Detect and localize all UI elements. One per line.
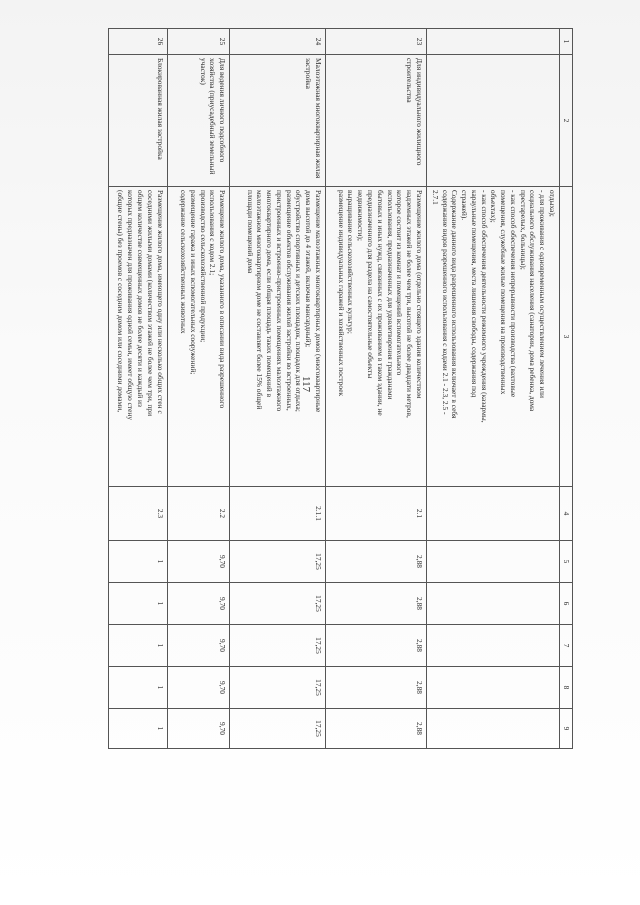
- coefficient-v9: 17,25: [230, 709, 326, 749]
- description-line: размещение гаража и иных вспомогательных сооружений;: [188, 190, 198, 375]
- use-description: [426, 187, 559, 487]
- description-line: недвижимости);: [356, 190, 366, 241]
- description-line: Размещение жилого дома (отдельно стоящего здания количеством: [414, 190, 424, 399]
- coefficient-v8: 9,70: [167, 667, 230, 709]
- coefficient-v8: 1: [109, 667, 168, 709]
- description-line: Размещение малоэтажных многоквартирных домов (многоквартирные: [313, 190, 323, 413]
- description-line: которое состоит из комнат и помещений вспомогательного: [395, 190, 405, 376]
- header-row: [560, 29, 573, 749]
- description-line: караульные помещения, места лишения свободы, содержания под: [469, 190, 479, 398]
- use-description: [109, 187, 168, 487]
- description-line: Размещение жилого дома, имеющего одну или несколько общих стен с: [155, 190, 165, 414]
- description-line: Размещение жилого дома, указанного в описании вида разрешенного: [218, 190, 228, 409]
- coefficient-v8: 2,88: [325, 667, 426, 709]
- use-code: 2.1: [325, 487, 426, 541]
- description-line: которых предназначен для проживания одной семьи, имеет общую стену: [126, 190, 136, 421]
- coefficient-v9: [426, 709, 559, 749]
- use-code: 2.2: [167, 487, 230, 541]
- table-body: [109, 29, 560, 749]
- description-line: содержание видов разрешенного использования с кодами 2.1 - 2.3, 2.5 -: [440, 190, 450, 415]
- coefficient-v6: 9,70: [167, 583, 230, 625]
- description-line: предназначенного для раздела на самостоятельные объекты: [366, 190, 376, 379]
- description-line: - для проживания с одновременным осуществлением лечения или: [538, 190, 548, 398]
- coefficient-v6: 2,88: [325, 583, 426, 625]
- row-number: 25: [167, 29, 230, 55]
- rotated-table-container: [108, 28, 573, 748]
- use-description: [325, 187, 426, 487]
- use-code: [426, 487, 559, 541]
- description-line: соседними жилыми домами (количеством этажей не более чем три, при: [145, 190, 155, 417]
- use-code: 2.3: [109, 487, 168, 541]
- coefficient-v9: 2,88: [325, 709, 426, 749]
- description-line: использования с кодом 2.1;: [208, 190, 218, 276]
- row-number: 23: [325, 29, 426, 55]
- coefficient-v6: [426, 583, 559, 625]
- coefficient-v7: [426, 625, 559, 667]
- description-line: площади помещений дома: [245, 190, 255, 274]
- coefficient-v5: 2,88: [325, 541, 426, 583]
- column-header: 1: [560, 29, 573, 55]
- use-name: Для индивидуального жилищного строительства: [325, 55, 426, 187]
- description-line: пристроенных и встроенно-пристроенных помещениях малоэтажного: [274, 190, 284, 412]
- coefficient-v6: 17,25: [230, 583, 326, 625]
- coefficient-v8: 17,25: [230, 667, 326, 709]
- use-name: Для ведения личного подсобного хозяйства (приусадебный земельный участок): [167, 55, 230, 187]
- coefficient-v5: [426, 541, 559, 583]
- row-number: [426, 29, 559, 55]
- description-line: (общие стены) без проемов с соседним домом или соседними домами,: [116, 190, 126, 413]
- row-number: 24: [230, 29, 326, 55]
- column-header: 5: [560, 541, 573, 583]
- land-use-table: [108, 28, 573, 749]
- column-header: 3: [560, 187, 573, 487]
- use-name: Малоэтажная многоквартирная жилая застройка: [230, 55, 326, 187]
- description-line: стражей).: [460, 190, 470, 221]
- table-row: [109, 29, 168, 749]
- description-line: размещение индивидуальных гаражей и хозяйственных построек: [336, 190, 346, 397]
- table-row: [230, 29, 326, 749]
- page-number: 117: [300, 376, 312, 393]
- coefficient-v6: 1: [109, 583, 168, 625]
- description-line: 2.7.1: [430, 190, 440, 205]
- coefficient-v5: 9,70: [167, 541, 230, 583]
- table-row: [167, 29, 230, 749]
- description-line: отдыха);: [548, 190, 557, 217]
- description-line: малоэтажном многоквартирном доме не составляет более 15% общей: [255, 190, 265, 410]
- description-line: надземных этажей не более чем три, высотой не более двадцати метров,: [405, 190, 415, 418]
- description-line: объектах);: [489, 190, 499, 223]
- description-line: обустройство спортивных и детских площадок, площадок для отдыха;: [294, 190, 304, 412]
- coefficient-v5: 17,25: [230, 541, 326, 583]
- coefficient-v7: 2,88: [325, 625, 426, 667]
- coefficient-v9: 1: [109, 709, 168, 749]
- column-header: 8: [560, 667, 573, 709]
- use-description: [230, 187, 326, 487]
- description-line: - как способ обеспечения деятельности режимного учреждения (казармы,: [479, 190, 489, 423]
- column-header: 2: [560, 55, 573, 187]
- description-line: социального обслуживания населения (санатории, дома ребенка, дома: [528, 190, 538, 412]
- coefficient-v9: 9,70: [167, 709, 230, 749]
- description-line: производство сельскохозяйственной продукции;: [198, 190, 208, 343]
- description-line: помещения, служебные жилые помещения на производственных: [499, 190, 509, 395]
- column-header: 4: [560, 487, 573, 541]
- coefficient-v8: [426, 667, 559, 709]
- use-description: [167, 187, 230, 487]
- description-line: - как способ обеспечения непрерывности производства (вахтовые: [508, 190, 518, 398]
- coefficient-v7: 1: [109, 625, 168, 667]
- table-row: [325, 29, 426, 749]
- description-line: Содержание данного вида разрешенного использования включает в себя: [450, 190, 460, 419]
- description-line: многоквартирного дома, если общая площадь таких помещений в: [265, 190, 275, 398]
- description-line: использования, предназначенных для удовлетворения гражданами: [385, 190, 395, 400]
- column-header: 9: [560, 709, 573, 749]
- description-line: бытовых и иных нужд, связанных с их проживанием в таком здании, не: [375, 190, 385, 416]
- use-code: 2.1.1: [230, 487, 326, 541]
- use-name: [426, 55, 559, 187]
- coefficient-v7: 17,25: [230, 625, 326, 667]
- column-header: 6: [560, 583, 573, 625]
- table-row: [426, 29, 559, 749]
- use-name: Блокированная жилая застройка: [109, 55, 168, 187]
- coefficient-v7: 9,70: [167, 625, 230, 667]
- coefficient-v5: 1: [109, 541, 168, 583]
- row-number: 26: [109, 29, 168, 55]
- description-line: выращивание сельскохозяйственных культур;: [346, 190, 356, 334]
- description-line: общем количестве совмещенных домов не более десяти и каждый из: [136, 190, 146, 407]
- description-line: содержание сельскохозяйственных животных: [179, 190, 189, 334]
- column-header: 7: [560, 625, 573, 667]
- description-line: престарелых, больницы);: [518, 190, 528, 270]
- description-line: размещение объектов обслуживания жилой застройки во встроенных,: [284, 190, 294, 411]
- description-line: дома высотой до 4 этажей, включая мансардный);: [304, 190, 314, 348]
